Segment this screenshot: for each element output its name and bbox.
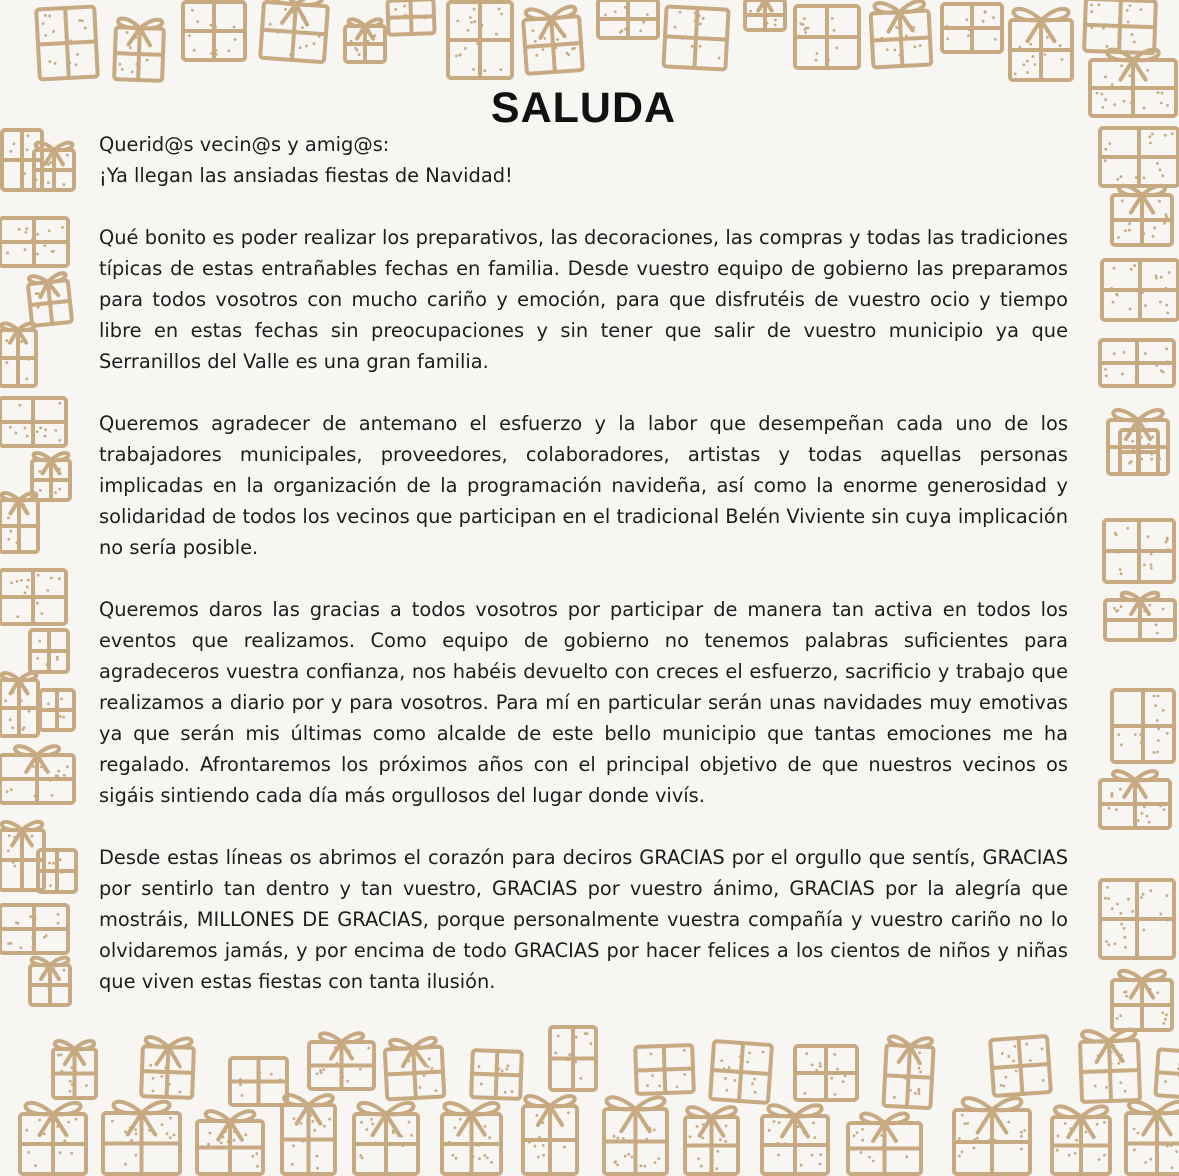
paragraph-1: Qué bonito es poder realizar los preparativos, las decoraciones, las compras y todas las tradiciones típicas de estas entrañables fechas en familia. Desde vuestro equipo de gobierno las preparamos para todos vosotros con mucho cariño y emoción, para que disfrutéis de vuestro ocio y tiempo libre en estas fechas sin preocupaciones y sin tener que salir de vuestro municipio ya que Serranillos del Valle es una gran familia.	[99, 226, 1068, 373]
gift-box-icon	[1010, 9, 1072, 80]
gift-box-icon	[260, 0, 328, 62]
gift-box-icon	[1102, 260, 1178, 320]
page-title: SALUDA	[490, 84, 677, 132]
gift-box-icon	[0, 218, 68, 266]
gift-box-icon	[0, 323, 36, 386]
gift-box-icon	[604, 1097, 667, 1174]
gift-box-icon	[53, 1041, 96, 1098]
gift-box-icon	[1100, 340, 1174, 386]
gift-box-icon	[384, 1037, 444, 1099]
gift-box-icon	[598, 0, 658, 38]
gift-box-icon	[1100, 128, 1178, 186]
gift-box-icon	[114, 18, 164, 81]
gift-box-icon	[20, 1103, 86, 1174]
gift-box-icon	[103, 1102, 180, 1174]
gift-box-icon	[309, 1033, 374, 1089]
gift-box-icon	[27, 273, 72, 326]
gift-box-icon	[1084, 0, 1156, 53]
gift-box-icon	[635, 1045, 694, 1094]
gift-box-icon	[345, 19, 385, 62]
gift-box-icon	[663, 6, 728, 69]
paragraph-2: Queremos agradecer de antemano el esfuerzo y la labor que desempeñan cada uno de los trabajadores municipales, proveedores, colaboradores, artistas y todas aquellas personas implicadas en la organización de la programación navideña, así como la enorme generosidad y solidaridad de todos los vecinos que participan en el tradicional Belén Viviente sin cuya implicación no sería posible.	[99, 412, 1068, 559]
gift-box-icon	[230, 1058, 287, 1105]
intro-line: ¡Ya llegan las ansiadas fiestas de Navidad!	[99, 164, 513, 187]
gift-box-icon	[183, 2, 245, 60]
gift-box-icon	[1104, 520, 1174, 582]
gift-box-icon	[795, 6, 859, 68]
paragraph-4: Desde estas líneas os abrimos el corazón para deciros GRACIAS por el orgullo que sentís, GRACIAS por sentirlo tan dentro y tan vuestro, GRACIAS por vuestro ánimo, GRACIAS por la alegría que mostráis, MILLONES DE GRACIAS, porque personalmente vuestra compañía y vuestro cariño no lo olvidaremos jamás, y por encima de todo GRACIAS por hacer felices a los cientos de niños y niñas que viven estas fiestas con tanta ilusión.	[99, 846, 1068, 993]
gift-box-icon	[30, 958, 70, 1005]
gift-box-icon	[1090, 50, 1176, 116]
gift-box-icon	[1052, 1106, 1110, 1174]
gift-box-icon	[40, 690, 74, 730]
gift-box-icon	[762, 1105, 828, 1174]
gift-box-icon	[197, 1111, 263, 1174]
gift-box-icon	[387, 0, 434, 35]
gift-box-icon	[0, 493, 38, 552]
gift-box-icon	[710, 1041, 772, 1103]
gift-box-icon	[1155, 1049, 1179, 1098]
gift-box-icon	[942, 4, 1002, 52]
gift-box-icon	[1112, 971, 1172, 1030]
paragraph-3: Queremos daros las gracias a todos vosotros por participar de manera tan activa en todos los eventos que realizamos. Como equipo de gobierno no tenemos palabras suficientes para agradeceros vuestra confianza, nos habéis devuelto con creces el esfuerzo, sacrificio y trabajo que realizamos a diario por y para vosotros. Para mí en particular serán unas navidades muy emotivas ya que serán mis últimas como alcalde de este bello municipio que tantas emociones me ha regalado. Afrontaremos los próximos años con el principal objetivo de que nuestros vecinos os sigáis sintiendo cada día más orgullosos del lugar donde vivís.	[99, 598, 1068, 807]
gift-box-icon	[442, 1103, 501, 1174]
gift-box-icon	[745, 0, 785, 30]
gift-box-icon	[523, 1096, 577, 1174]
gift-box-icon	[1112, 186, 1172, 245]
gift-box-icon	[354, 1103, 418, 1174]
gift-box-icon	[30, 630, 68, 672]
gift-box-icon	[1100, 771, 1170, 828]
gift-box-icon	[1126, 1102, 1179, 1174]
gift-box-icon	[685, 1107, 738, 1174]
gift-box-icon	[0, 746, 74, 803]
gift-box-icon	[522, 6, 582, 74]
gift-box-icon	[883, 1036, 934, 1108]
gift-box-icon	[282, 1095, 335, 1174]
gift-box-icon	[1080, 1029, 1140, 1102]
gift-box-icon	[954, 1098, 1030, 1174]
gift-box-icon	[795, 1046, 857, 1100]
greeting: Querid@s vecin@s y amig@s:	[99, 133, 390, 156]
gift-box-icon	[0, 398, 66, 446]
gift-box-icon	[1100, 880, 1174, 958]
gift-box-icon	[0, 905, 68, 953]
gift-box-icon	[990, 1036, 1051, 1096]
gift-box-icon	[870, 1, 931, 68]
gift-box-icon	[36, 7, 98, 80]
gift-box-icon	[0, 570, 66, 624]
gift-box-icon	[1105, 593, 1175, 640]
gift-box-icon	[448, 2, 512, 78]
gift-box-icon	[141, 1037, 194, 1098]
gift-box-icon	[1112, 690, 1174, 762]
gift-box-icon	[550, 1027, 596, 1090]
gift-box-icon	[0, 673, 38, 736]
letter-body	[99, 84, 1068, 997]
gift-box-icon	[848, 1114, 921, 1174]
gift-box-icon	[471, 1050, 522, 1099]
